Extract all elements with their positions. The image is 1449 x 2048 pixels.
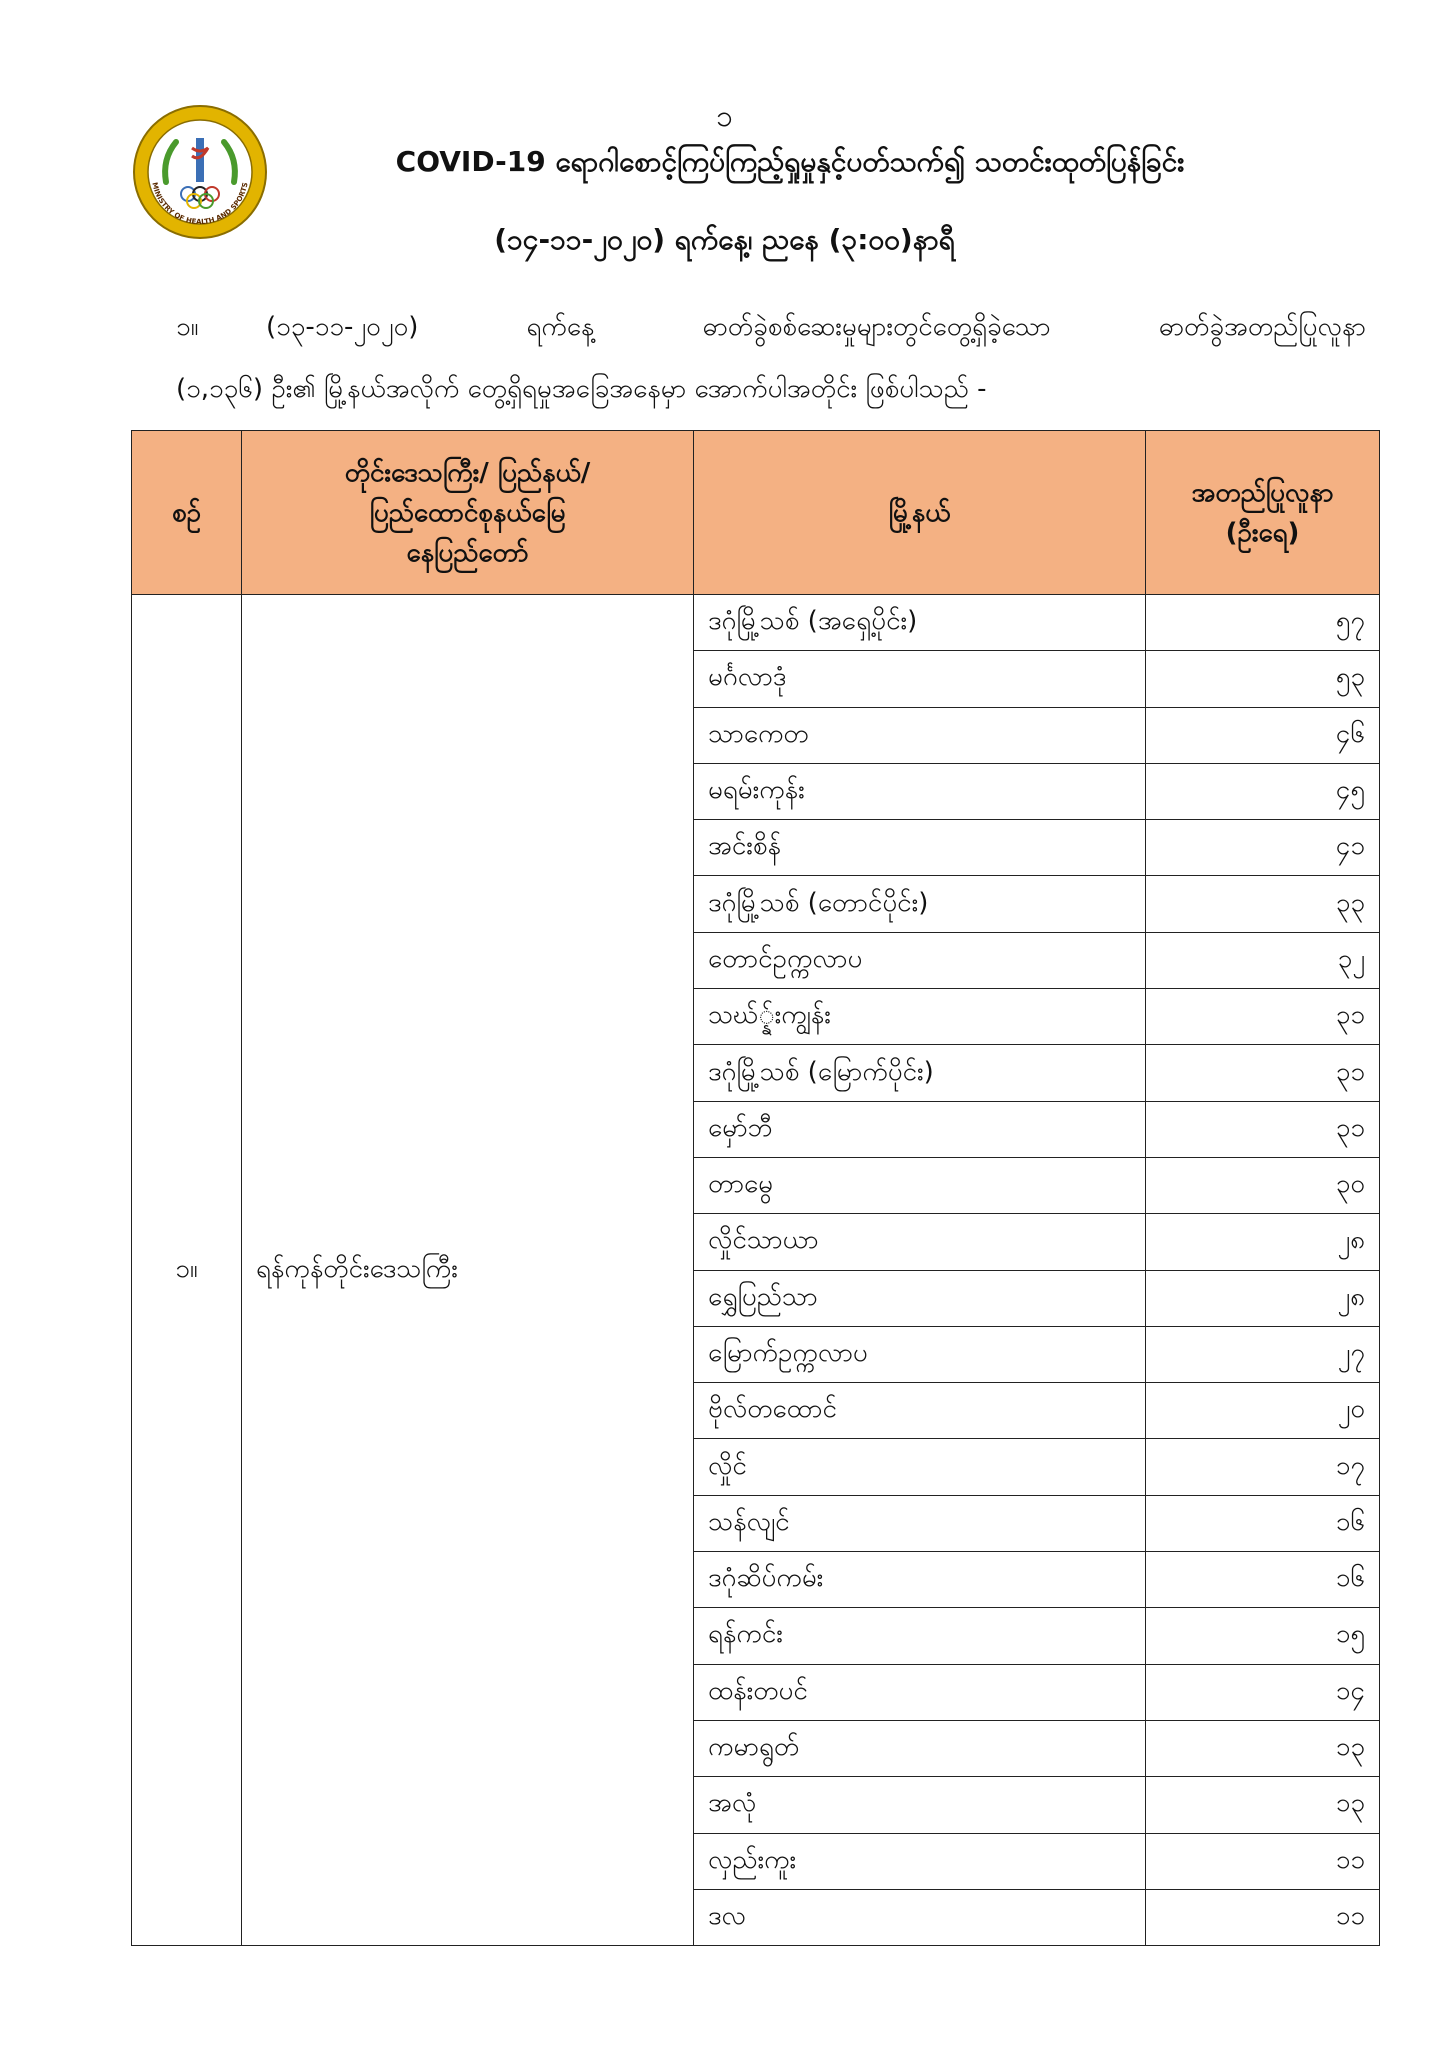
case-count-cell: ၃၁	[1146, 1101, 1380, 1157]
case-count-cell: ၁၃	[1146, 1720, 1380, 1776]
table-body	[132, 595, 1380, 1946]
page-subtitle: (၁၄-၁၁-၂၀၂၀) ရက်နေ့၊ ညနေ (၃:၀၀)နာရီ	[494, 223, 955, 256]
case-count-cell: ၁၁	[1146, 1833, 1380, 1889]
header-count-line-1: အတည်ပြုလူနာ	[1191, 477, 1334, 508]
township-cell: လှည်းကူး	[694, 1833, 1146, 1889]
township-cell: သာကေတ	[694, 707, 1146, 763]
case-count-cell: ၅၃	[1146, 651, 1380, 707]
case-count-cell: ၂၇	[1146, 1326, 1380, 1382]
group-number-cell: ၁။	[132, 595, 242, 1946]
page-title: COVID-19 ရောဂါစောင့်ကြပ်ကြည့်ရှုမှုနှင့်ပတ်သက်၍ သတင်းထုတ်ပြန်ခြင်း	[395, 145, 1185, 178]
township-cell: ဗိုလ်တထောင်	[694, 1383, 1146, 1439]
header-count-line-2: (ဦးရေ)	[1225, 517, 1300, 548]
township-cell: ဒဂုံမြို့သစ် (တောင်ပိုင်း)	[694, 876, 1146, 932]
case-count-cell: ၁၆	[1146, 1552, 1380, 1608]
intro-line-1: (၁၃-၁၁-၂၀၂၀) ရက်နေ့ ဓာတ်ခွဲစစ်ဆေးမှုများတွင်တွေ့ရှိခဲ့သော ဓာတ်ခွဲအတည်ပြုလူနာ	[266, 312, 1366, 342]
township-cell: အင်းစိန်	[694, 820, 1146, 876]
intro-paragraph	[176, 296, 1366, 420]
header-township: မြို့နယ်	[694, 431, 1146, 595]
case-count-cell: ၃၁	[1146, 989, 1380, 1045]
township-cell: မရမ်းကုန်း	[694, 763, 1146, 819]
township-cases-table	[131, 430, 1380, 1946]
logo-caption: MINISTRY OF HEALTH AND SPORTS	[150, 181, 250, 227]
region-cell: ရန်ကုန်တိုင်းဒေသကြီး	[242, 595, 694, 1946]
township-cell: အလုံ	[694, 1777, 1146, 1833]
township-cell: ဒဂုံဆိပ်ကမ်း	[694, 1552, 1146, 1608]
township-cell: တာမွေ	[694, 1157, 1146, 1213]
township-cell: ရွှေပြည်သာ	[694, 1270, 1146, 1326]
case-count-cell: ၁၆	[1146, 1495, 1380, 1551]
header-region-line-3: နေပြည်တော်	[406, 537, 529, 568]
case-count-cell: ၃၃	[1146, 876, 1380, 932]
township-cell: တောင်ဥက္ကလာပ	[694, 932, 1146, 988]
case-count-cell: ၄၆	[1146, 707, 1380, 763]
township-cell: ရန်ကင်း	[694, 1608, 1146, 1664]
case-count-cell: ၁၇	[1146, 1439, 1380, 1495]
page-number: ၁	[716, 99, 733, 134]
case-count-cell: ၁၁	[1146, 1889, 1380, 1945]
case-count-cell: ၂၈	[1146, 1214, 1380, 1270]
intro-number: ၁။	[176, 312, 199, 342]
table-row	[132, 595, 1380, 651]
case-count-cell: ၃၀	[1146, 1157, 1380, 1213]
case-count-cell: ၃၂	[1146, 932, 1380, 988]
header-region	[242, 431, 694, 595]
township-cell: ကမာရွတ်	[694, 1720, 1146, 1776]
township-cell: ဒဂုံမြို့သစ် (အရှေ့ပိုင်း)	[694, 595, 1146, 651]
header-region-line-2: ပြည်ထောင်စုနယ်မြေ	[369, 497, 566, 528]
township-cell: မြောက်ဥက္ကလာပ	[694, 1326, 1146, 1382]
header-region-line-1: တိုင်းဒေသကြီး/ ပြည်နယ်/	[344, 457, 591, 488]
township-cell: လှိုင်သာယာ	[694, 1214, 1146, 1270]
intro-line-2: (၁,၁၃၆) ဦး၏ မြို့နယ်အလိုက် တွေ့ရှိရမှုအခြေအနေမှာ အောက်ပါအတိုင်း ဖြစ်ပါသည် -	[176, 374, 987, 404]
case-count-cell: ၄၅	[1146, 763, 1380, 819]
case-count-cell: ၄၁	[1146, 820, 1380, 876]
case-count-cell: ၁၄	[1146, 1664, 1380, 1720]
case-count-cell: ၁၃	[1146, 1777, 1380, 1833]
township-cell: လှိုင်	[694, 1439, 1146, 1495]
header-count	[1146, 431, 1380, 595]
township-cell: ဒဂုံမြို့သစ် (မြောက်ပိုင်း)	[694, 1045, 1146, 1101]
township-cell: သဃ်္န်းကျွန်း	[694, 989, 1146, 1045]
case-count-cell: ၂၀	[1146, 1383, 1380, 1439]
case-count-cell: ၁၅	[1146, 1608, 1380, 1664]
case-count-cell: ၃၁	[1146, 1045, 1380, 1101]
header-no: စဉ်	[132, 431, 242, 595]
township-cell: မှော်ဘီ	[694, 1101, 1146, 1157]
table-header-row	[132, 431, 1380, 595]
township-cell: မင်္ဂလာဒုံ	[694, 651, 1146, 707]
case-count-cell: ၅၇	[1146, 595, 1380, 651]
case-count-cell: ၂၈	[1146, 1270, 1380, 1326]
township-cell: သန်လျင်	[694, 1495, 1146, 1551]
township-cell: ဒလ	[694, 1889, 1146, 1945]
township-cell: ထန်းတပင်	[694, 1664, 1146, 1720]
